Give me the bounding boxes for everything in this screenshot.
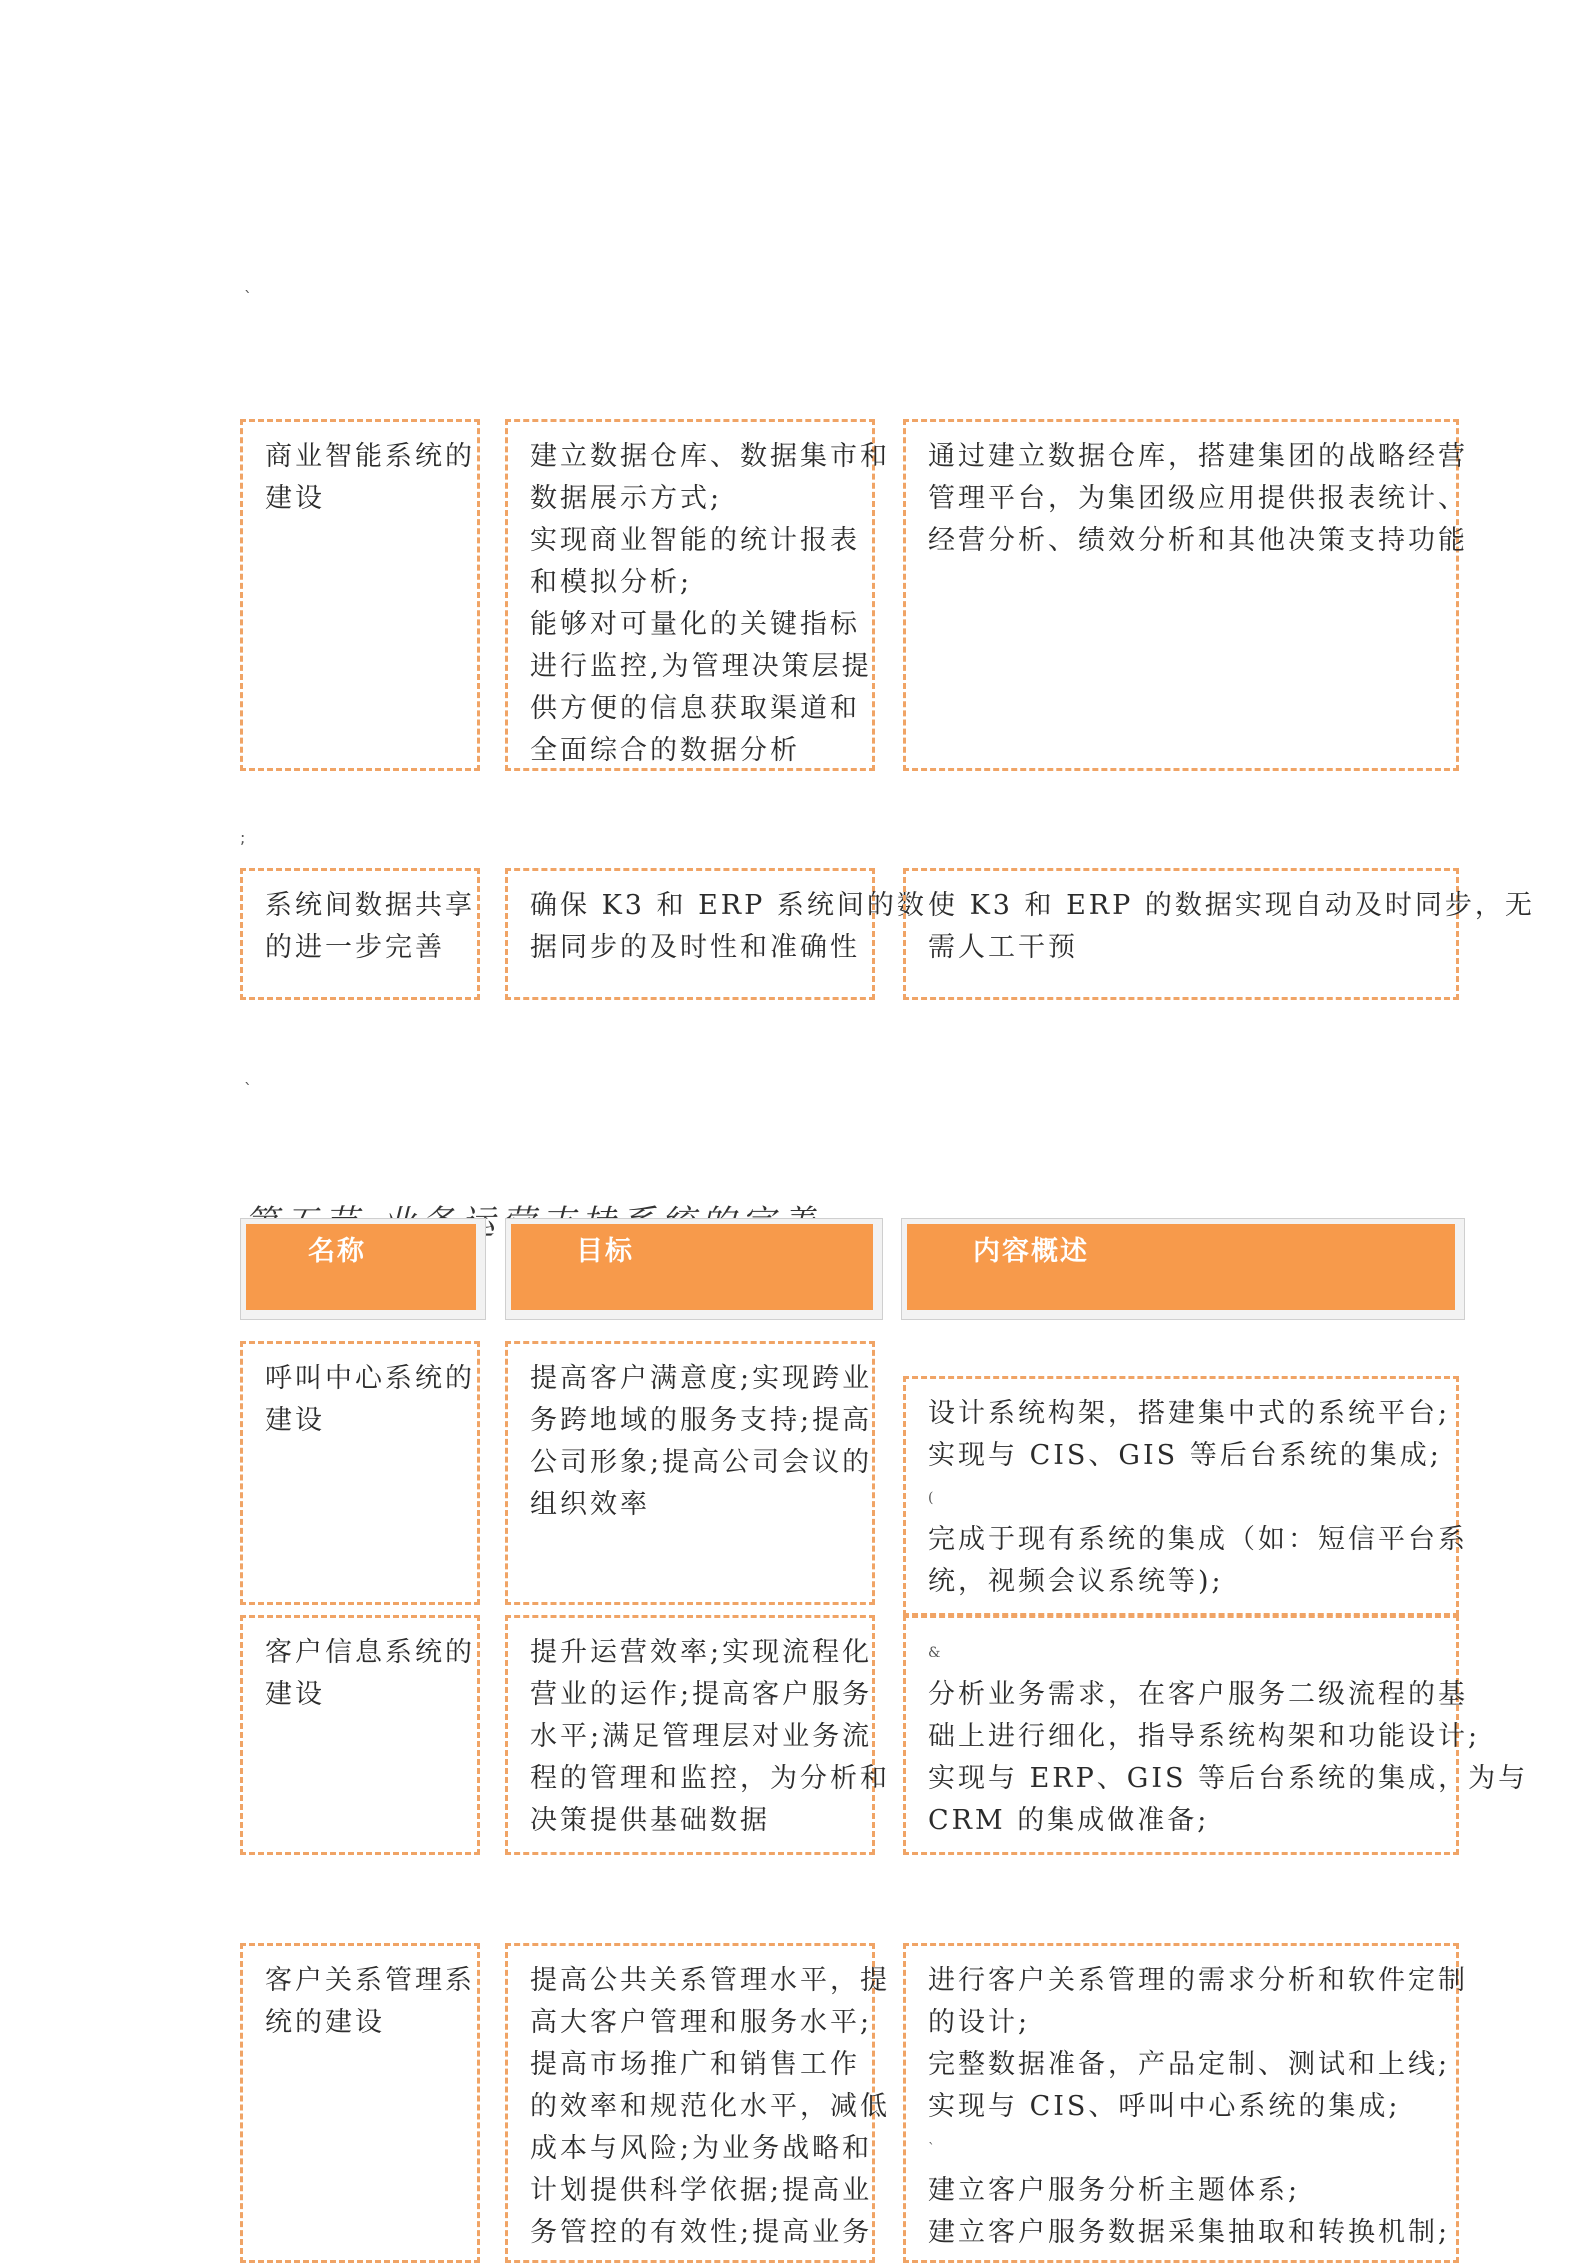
cell-text: 公司形象;提高公司会议的: [530, 1447, 873, 1478]
cell-text: 提高市场推广和销售工作: [530, 2049, 860, 2080]
row-bi-goal-cell: [505, 419, 890, 771]
cell-text: 实现与 CIS、呼叫中心系统的集成;: [928, 2091, 1401, 2122]
cell-text: 系统间数据共享: [265, 890, 475, 921]
header-content: [907, 1224, 1455, 1310]
row-cis-content-cell: [903, 1615, 1529, 1855]
cell-text: 确保 K3 和 ERP 系统间的数: [530, 890, 927, 921]
cell-text: 组织效率: [530, 1489, 650, 1520]
cell-text: 提高公共关系管理水平，提: [530, 1965, 890, 1996]
row-callcenter-content-cell: [903, 1376, 1468, 1616]
cell-text: CRM 的集成做准备;: [928, 1805, 1210, 1836]
cell-text: 础上进行细化，指导系统构架和功能设计;: [928, 1721, 1481, 1752]
cell-text: 设计系统构架，搭建集中式的系统平台;: [928, 1398, 1451, 1429]
cell-text: 提升运营效率;实现流程化: [530, 1637, 873, 1668]
cell-text: 计划提供科学依据;提高业: [530, 2175, 873, 2206]
cell-text: 分析业务需求，在客户服务二级流程的基: [928, 1679, 1468, 1710]
cell-text: 完整数据准备，产品定制、测试和上线;: [928, 2049, 1451, 2080]
cell-text: 需人工干预: [928, 932, 1078, 963]
row-bi-name-cell: [240, 419, 480, 771]
cell-text: 进行监控,为管理决策层提: [530, 651, 872, 682]
header-goal: [511, 1224, 873, 1310]
cell-text: 程的管理和监控，为分析和: [530, 1763, 890, 1794]
cell-text: 高大客户管理和服务水平;: [530, 2007, 873, 2038]
cell-text: 水平;满足管理层对业务流: [530, 1721, 873, 1752]
cell-text: 完成于现有系统的集成（如：短信平台系: [928, 1524, 1468, 1555]
cell-text: 统的建设: [265, 2007, 385, 2038]
cell-text: 建设: [265, 483, 325, 514]
cell-text: 经营分析、绩效分析和其他决策支持功能: [928, 525, 1468, 556]
cell-text: 客户信息系统的: [265, 1637, 475, 1668]
cell-text: 全面综合的数据分析: [530, 735, 800, 766]
cell-text: 通过建立数据仓库，搭建集团的战略经营: [928, 441, 1468, 472]
cell-text: 使 K3 和 ERP 的数据实现自动及时同步，无: [928, 890, 1535, 921]
cell-text: 管理平台，为集团级应用提供报表统计、: [928, 483, 1468, 514]
cell-text: 的进一步完善: [265, 932, 445, 963]
cell-text: 建立客户服务数据采集抽取和转换机制;: [928, 2217, 1451, 2248]
cell-text: 数据展示方式;: [530, 483, 723, 514]
cell-text: 建立客户服务分析主题体系;: [928, 2175, 1301, 2206]
row-callcenter-name-cell: [240, 1341, 480, 1605]
cell-text: 能够对可量化的关键指标: [530, 609, 860, 640]
cell-text: 决策提供基础数据: [530, 1805, 770, 1836]
cell-text: 实现商业智能的统计报表: [530, 525, 860, 556]
stray-mark: (: [928, 1490, 934, 1506]
cell-text: 实现与 CIS、GIS 等后台系统的集成;: [928, 1440, 1442, 1471]
cell-text: 建设: [265, 1405, 325, 1436]
cell-text: 的设计;: [928, 2007, 1031, 2038]
cell-text: 据同步的及时性和准确性: [530, 932, 860, 963]
cell-text: 供方便的信息获取渠道和: [530, 693, 860, 724]
cell-text: 实现与 ERP、GIS 等后台系统的集成，为与: [928, 1763, 1529, 1794]
row-datashare-content-cell: [903, 868, 1535, 1000]
cell-text: 提高客户满意度;实现跨业: [530, 1363, 873, 1394]
row-crm-name-cell: [240, 1943, 480, 2263]
stray-mark: ;: [240, 828, 246, 847]
stray-mark: `: [244, 1080, 252, 1099]
cell-text: 务跨地域的服务支持;提高: [530, 1405, 873, 1436]
cell-text: 建设: [265, 1679, 325, 1710]
row-datashare-name-cell: [240, 868, 480, 1000]
row-crm-goal-cell: [505, 1943, 890, 2263]
stray-mark: `: [928, 2141, 935, 2157]
header-name: [246, 1224, 476, 1310]
header-goal-label: 目标: [576, 1236, 634, 1267]
cell-text: 和模拟分析;: [530, 567, 693, 598]
cell-text: 进行客户关系管理的需求分析和软件定制: [928, 1965, 1468, 1996]
cell-text: 营业的运作;提高客户服务: [530, 1679, 873, 1710]
row-cis-goal-cell: [505, 1615, 890, 1855]
cell-text: 呼叫中心系统的: [265, 1363, 475, 1394]
cell-text: 统，视频会议系统等);: [928, 1566, 1224, 1597]
cell-text: 商业智能系统的: [265, 441, 475, 472]
header-content-label: 内容概述: [973, 1236, 1089, 1267]
row-callcenter-goal-cell: [505, 1341, 875, 1605]
cell-text: 的效率和规范化水平，减低: [530, 2091, 890, 2122]
row-crm-content-cell: [903, 1943, 1468, 2263]
cell-text: 客户关系管理系: [265, 1965, 475, 1996]
cell-text: 务管控的有效性;提高业务: [530, 2217, 873, 2248]
cell-text: 建立数据仓库、数据集市和: [530, 441, 890, 472]
stray-mark: `: [244, 288, 252, 307]
stray-mark: &: [928, 1645, 941, 1661]
header-name-label: 名称: [308, 1236, 366, 1267]
cell-text: 成本与风险;为业务战略和: [530, 2133, 873, 2164]
row-bi-content-cell: [903, 419, 1468, 771]
row-datashare-goal-cell: [505, 868, 927, 1000]
row-cis-name-cell: [240, 1615, 480, 1855]
